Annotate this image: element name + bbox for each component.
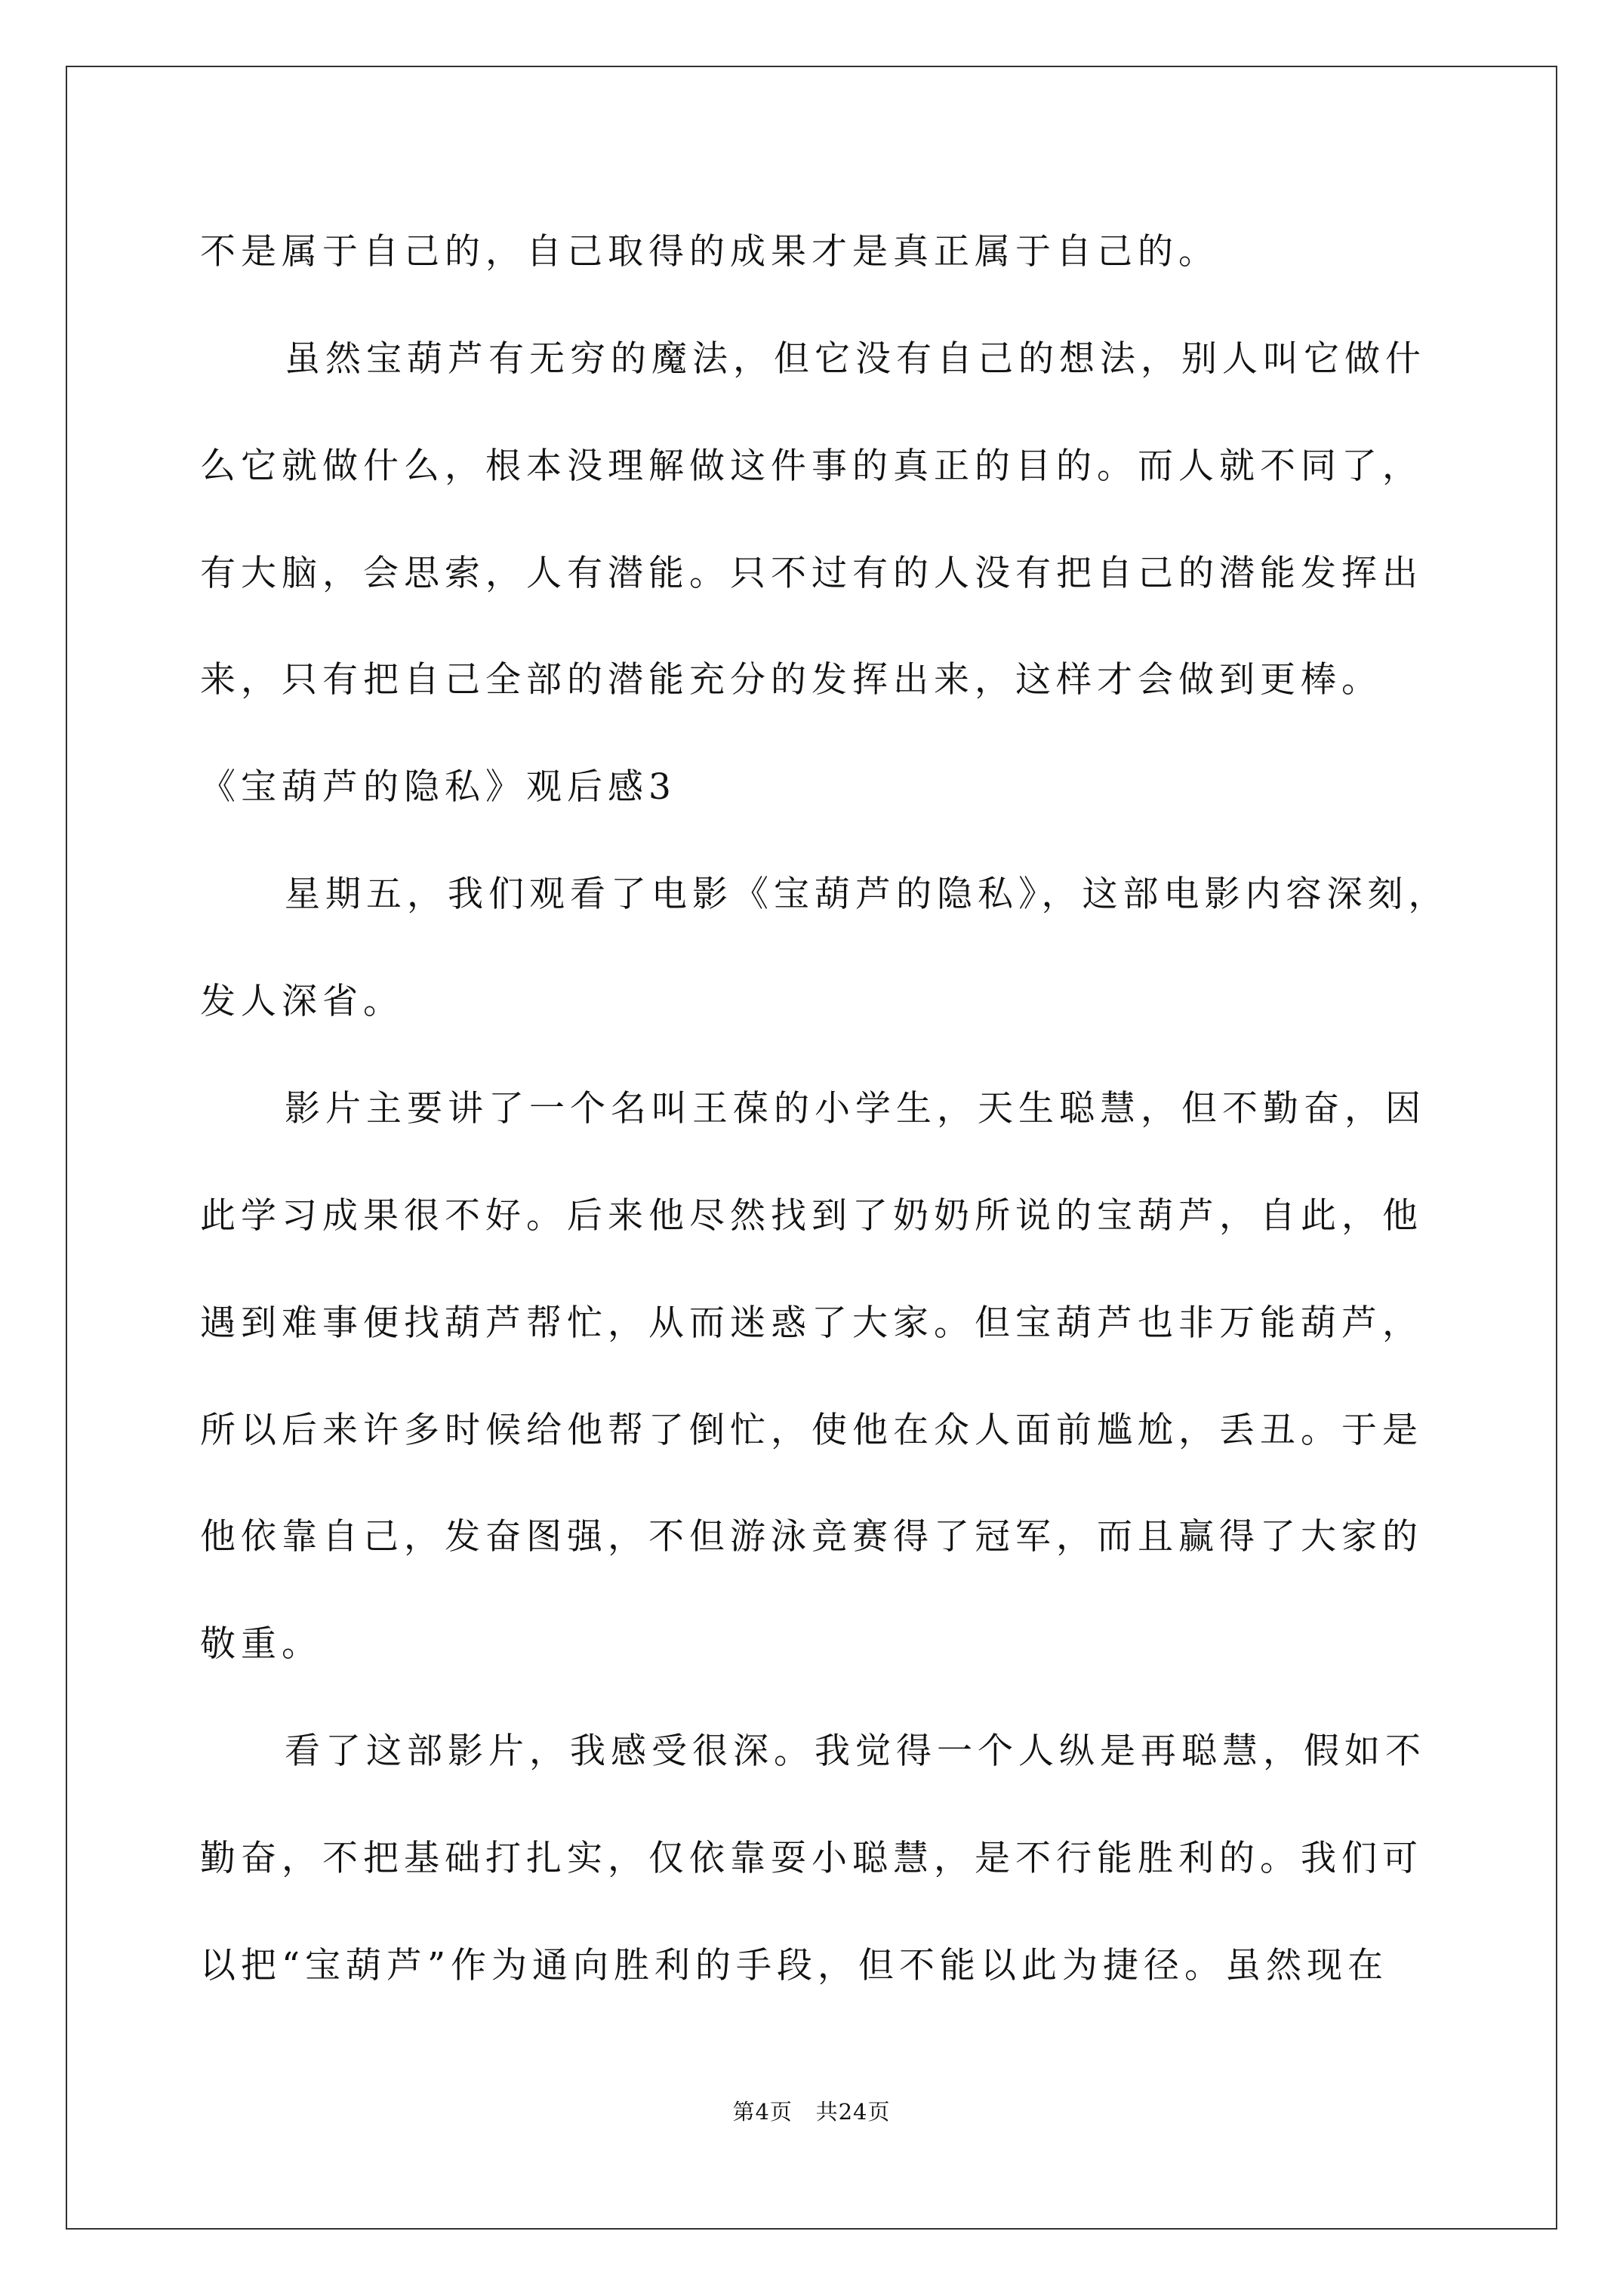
paragraph-line: 不是属于自己的，自己取得的成果才是真正属于自己的。 [200, 231, 1219, 273]
paragraph-line: 看了这部影片，我感受很深。我觉得一个人纵是再聪慧，假如不 [285, 1730, 1426, 1772]
paragraph-line: 遇到难事便找葫芦帮忙，从而迷惑了大家。但宝葫芦也非万能葫芦， [200, 1302, 1423, 1344]
paragraph-line: 以把“宝葫芦”作为通向胜利的手段，但不能以此为捷径。虽然现在 [200, 1945, 1389, 1986]
paragraph-line: 敬重。 [200, 1623, 322, 1665]
paragraph-line: 星期五，我们观看了电影《宝葫芦的隐私》，这部电影内容深刻， [285, 874, 1449, 915]
paragraph-line: 他依靠自己，发奋图强，不但游泳竞赛得了冠军，而且赢得了大家的 [200, 1516, 1423, 1558]
paragraph-line: 此学习成果很不好。后来他尽然找到了奶奶所说的宝葫芦，自此，他 [200, 1195, 1423, 1237]
paragraph-line: 来，只有把自己全部的潜能充分的发挥出来，这样才会做到更棒。 [200, 659, 1382, 701]
page-border [66, 66, 1557, 2230]
paragraph-line: 发人深省。 [200, 981, 404, 1022]
paragraph-line: 勤奋，不把基础打扎实，仅依靠耍小聪慧，是不行能胜利的。我们可 [200, 1838, 1423, 1879]
paragraph-line: 么它就做什么，根本没理解做这件事的真正的目的。而人就不同了， [200, 445, 1423, 487]
paragraph-line: 影片主要讲了一个名叫王葆的小学生，天生聪慧，但不勤奋，因 [285, 1088, 1426, 1130]
paragraph-line: 有大脑，会思索，人有潜能。只不过有的人没有把自己的潜能发挥出 [200, 553, 1423, 594]
page-indicator: 第4页 共24页 [732, 2099, 891, 2125]
section-heading: 《宝葫芦的隐私》观后感3 [200, 766, 676, 808]
paragraph-line: 所以后来许多时候给他帮了倒忙，使他在众人面前尴尬，丢丑。于是 [200, 1410, 1423, 1451]
paragraph-line: 虽然宝葫芦有无穷的魔法，但它没有自己的想法，别人叫它做什 [285, 338, 1426, 380]
